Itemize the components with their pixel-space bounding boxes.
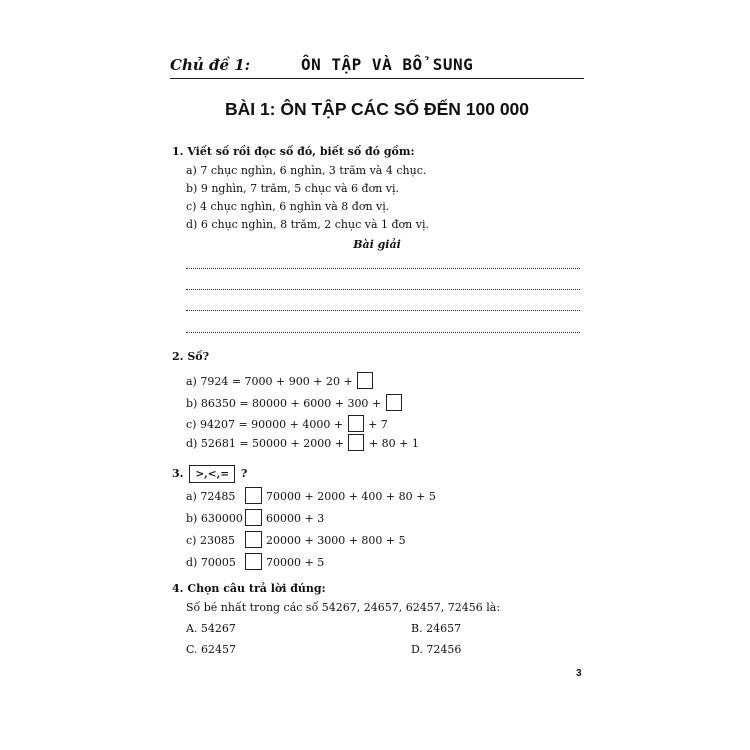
chapter-title: ÔN TẬP VÀ BỔ SUNG <box>301 55 474 74</box>
q2-c-expr: c) 94207 = 90000 + 4000 + <box>186 418 344 431</box>
q2-d-answer-box[interactable] <box>348 434 364 451</box>
q2-item-d <box>186 434 419 451</box>
q3-heading <box>172 465 247 483</box>
q1-item-d: d) 6 chục nghìn, 8 trăm, 2 chục và 1 đơn vị. <box>186 218 429 231</box>
answer-line-4[interactable] <box>186 332 580 333</box>
q4-option-c[interactable]: C. 62457 <box>186 643 237 656</box>
q3-item-d-left: d) 70005 <box>186 556 236 569</box>
q1-item-a: a) 7 chục nghìn, 6 nghìn, 3 trăm và 4 chục. <box>186 164 427 177</box>
q2-a-answer-box[interactable] <box>357 372 373 389</box>
q1-item-b: b) 9 nghìn, 7 trăm, 5 chục và 6 đơn vị. <box>186 182 400 195</box>
q3-item-c-sign-box[interactable] <box>245 531 262 548</box>
q2-a-expr: a) 7924 = 7000 + 900 + 20 + <box>186 375 353 388</box>
q2-c-answer-box[interactable] <box>348 415 364 432</box>
chapter-header <box>170 52 584 79</box>
q4-option-a[interactable]: A. 54267 <box>186 622 236 635</box>
answer-line-3[interactable] <box>186 310 580 311</box>
solution-label: Bài giải <box>353 238 401 251</box>
q3-item-a-left: a) 72485 <box>186 490 236 503</box>
q3-item-a-sign-box[interactable] <box>245 487 262 504</box>
q2-b-expr: b) 86350 = 80000 + 6000 + 300 + <box>186 397 382 410</box>
q3-item-d-right: 70000 + 5 <box>266 556 325 569</box>
q3-item-d-sign-box[interactable] <box>245 553 262 570</box>
q2-heading: 2. Số? <box>172 350 210 363</box>
q2-item-a <box>186 372 374 389</box>
q3-item-b-right: 60000 + 3 <box>266 512 325 525</box>
q4-option-d[interactable]: D. 72456 <box>411 643 462 656</box>
chapter-label: Chủ đề 1: <box>170 56 251 74</box>
q3-number: 3. <box>172 467 184 480</box>
q3-item-b-left: b) 630000 <box>186 512 243 525</box>
q1-heading: 1. Viết số rồi đọc số đó, biết số đó gồm: <box>172 145 415 158</box>
q3-item-a-right: 70000 + 2000 + 400 + 80 + 5 <box>266 490 436 503</box>
q3-item-c-right: 20000 + 3000 + 800 + 5 <box>266 534 406 547</box>
q2-item-c <box>186 415 388 432</box>
q1-item-c: c) 4 chục nghìn, 6 nghìn và 8 đơn vị. <box>186 200 390 213</box>
answer-line-2[interactable] <box>186 289 580 290</box>
q4-heading: 4. Chọn câu trả lời đúng: <box>172 582 326 595</box>
q4-option-b[interactable]: B. 24657 <box>411 622 462 635</box>
q3-item-c-left: c) 23085 <box>186 534 235 547</box>
q3-qmark: ? <box>240 467 248 480</box>
answer-line-1[interactable] <box>186 268 580 269</box>
q2-c-tail: + 7 <box>368 418 388 431</box>
q2-d-tail: + 80 + 1 <box>368 437 419 450</box>
q3-signs-box: >,<,= <box>189 465 235 483</box>
page-number: 3 <box>576 668 582 679</box>
q3-item-b-sign-box[interactable] <box>245 509 262 526</box>
q2-item-b <box>186 394 403 411</box>
q4-question: Số bé nhất trong các số 54267, 24657, 62457, 72456 là: <box>186 601 501 614</box>
lesson-title: BÀI 1: ÔN TẬP CÁC SỐ ĐẾN 100 000 <box>224 99 530 119</box>
q2-d-expr: d) 52681 = 50000 + 2000 + <box>186 437 344 450</box>
q2-b-answer-box[interactable] <box>386 394 402 411</box>
